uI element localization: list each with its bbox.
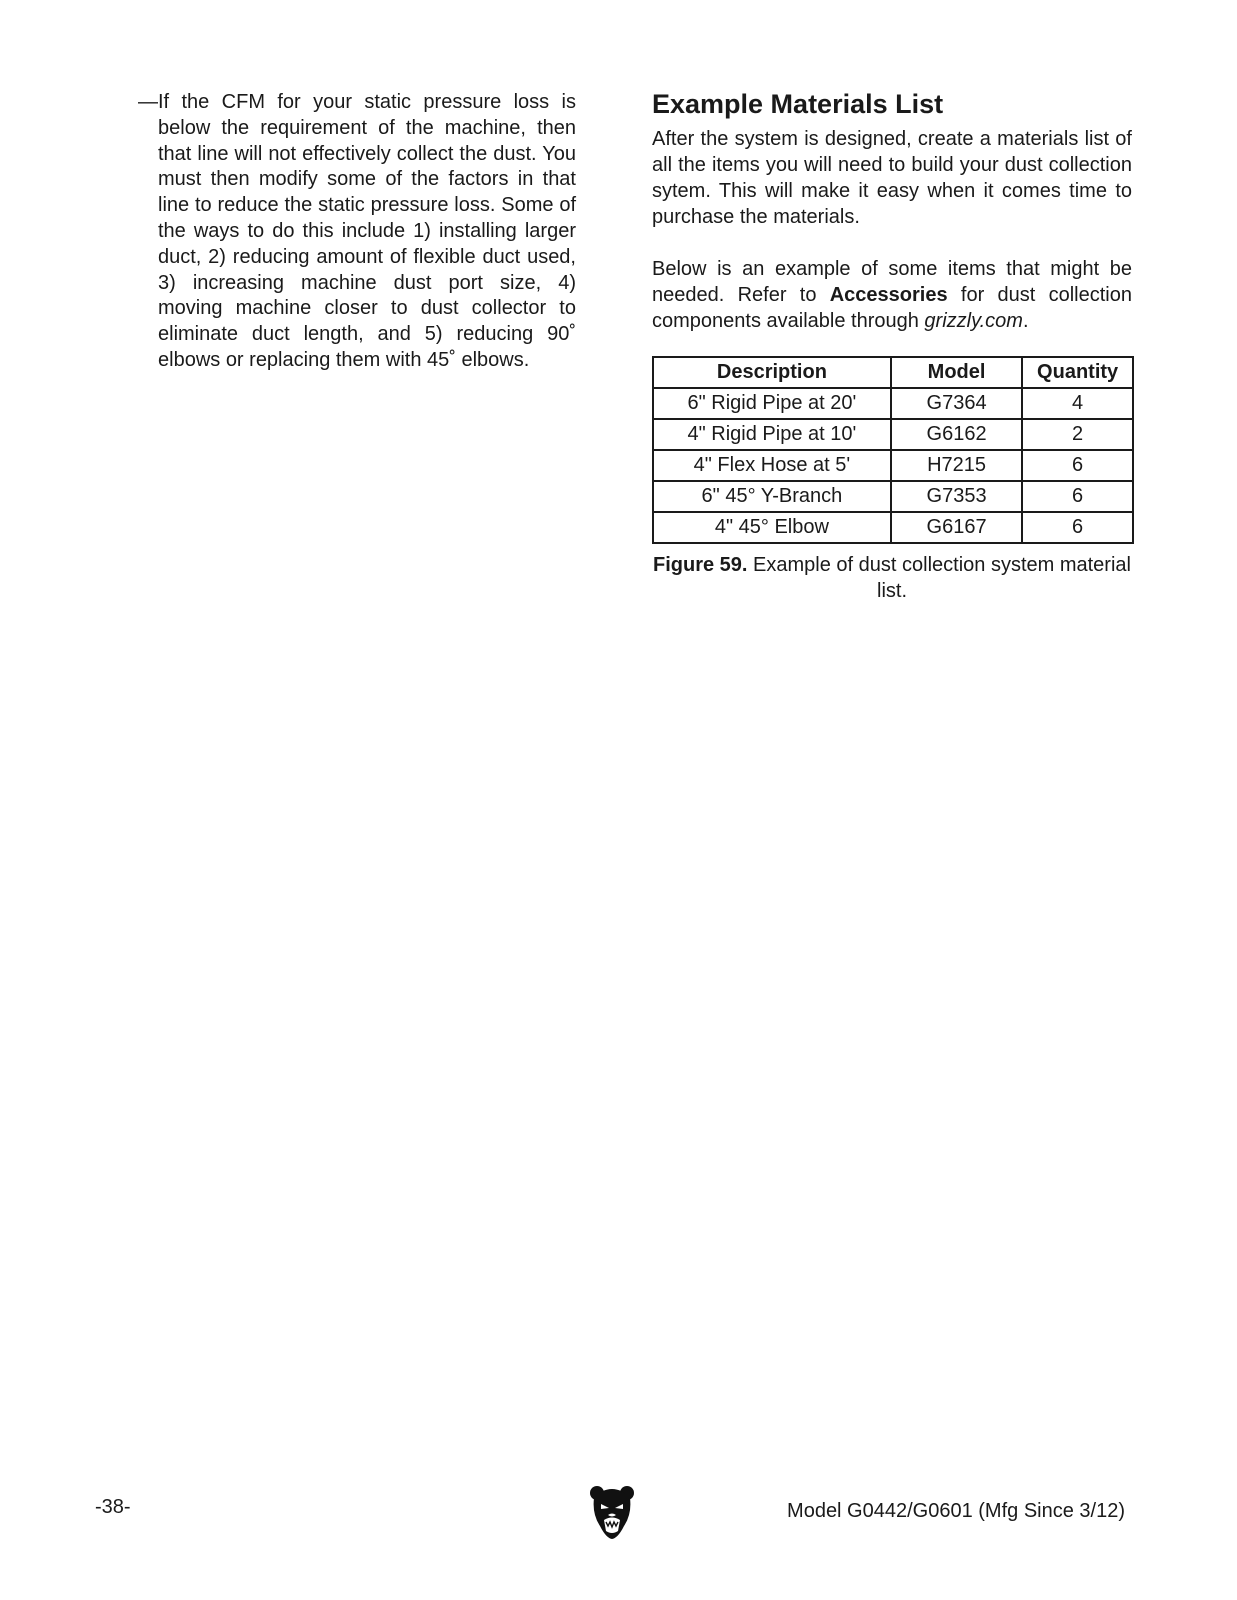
grizzly-bear-head-icon <box>588 1484 636 1540</box>
table-row <box>653 419 1133 450</box>
cell-model: G7364 <box>891 388 1022 419</box>
table-row <box>653 450 1133 481</box>
cell-model: G6167 <box>891 512 1022 543</box>
static-pressure-paragraph: If the CFM for your static pressure loss is below the requirement of the machine, then that line will not effectively collect the dust. You must then modify some of the factors in that line to reduce the static pressure loss. Some of the ways to do this include 1) installing larger duct, 2) reducing amount of flexible duct used, 3) increasing machine dust port size, 4) moving machine closer to dust collector to eliminate duct length, and 5) reducing 90˚ elbows or replacing them with 45˚ elbows. <box>158 91 576 371</box>
figure-label: Figure 59. <box>653 554 748 576</box>
section-heading: Example Materials List <box>652 89 944 119</box>
table-row <box>653 512 1133 543</box>
header-model: Model <box>891 357 1022 388</box>
cell-quantity: 4 <box>1022 388 1133 419</box>
header-description: Description <box>653 357 891 388</box>
cell-description: 6" Rigid Pipe at 20' <box>653 388 891 419</box>
footer-model-text: Model G0442/G0601 (Mfg Since 3/12) <box>787 1500 1125 1522</box>
cell-description: 6" 45° Y-Branch <box>653 481 891 512</box>
cell-quantity: 6 <box>1022 450 1133 481</box>
example-text-before: Below is an example of some items that might be needed. Refer to <box>652 258 1132 306</box>
page-number: -38- <box>95 1496 131 1518</box>
intro-paragraph: After the system is designed, create a materials list of all the items you will need to build your dust collection sytem. This will make it easy when it comes time to purchase the materials. <box>652 128 1132 228</box>
cell-quantity: 6 <box>1022 512 1133 543</box>
cell-description: 4" Rigid Pipe at 10' <box>653 419 891 450</box>
table-row <box>653 481 1133 512</box>
table-row <box>653 388 1133 419</box>
materials-table <box>652 356 1134 544</box>
left-column <box>138 90 576 374</box>
header-quantity: Quantity <box>1022 357 1133 388</box>
table-header-row <box>653 357 1133 388</box>
cell-description: 4" 45° Elbow <box>653 512 891 543</box>
cell-quantity: 6 <box>1022 481 1133 512</box>
cell-description: 4" Flex Hose at 5' <box>653 450 891 481</box>
bullet-dash: — <box>138 91 158 113</box>
figure-caption <box>652 552 1132 604</box>
website-reference: grizzly.com <box>924 310 1023 332</box>
example-text-middle: for dust collection components available through <box>652 284 1132 332</box>
cell-model: H7215 <box>891 450 1022 481</box>
cell-quantity: 2 <box>1022 419 1133 450</box>
cell-model: G7353 <box>891 481 1022 512</box>
example-text-after: . <box>1022 310 1029 332</box>
accessories-reference: Accessories <box>829 284 948 306</box>
example-paragraph <box>652 256 1132 334</box>
cell-model: G6162 <box>891 419 1022 450</box>
figure-caption-text: Example of dust collection system material list. <box>747 554 1131 602</box>
right-column <box>652 88 1132 604</box>
